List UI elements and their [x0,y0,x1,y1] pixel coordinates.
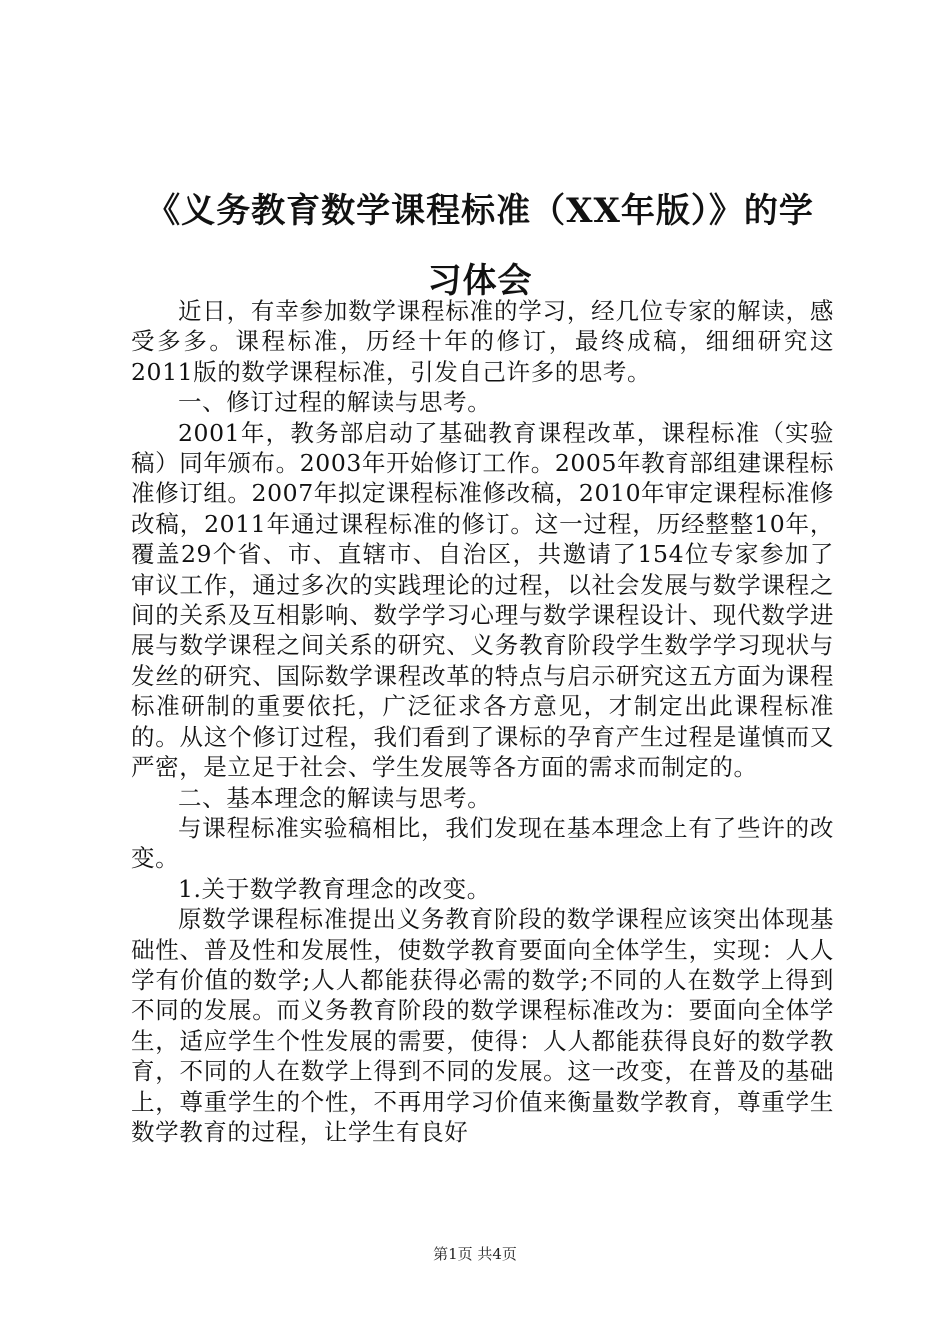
section-heading: 一、修订过程的解读与思考。 [178,388,492,417]
section-heading: 二、基本理念的解读与思考。 [178,783,492,812]
subsection-heading: 1.关于数学教育理念的改变。 [178,874,491,903]
document-title-line-1: 《义务教育数学课程标准（XX年版）》的学 [146,191,814,231]
body-paragraph: 近日，有幸参加数学课程标准的学习，经几位专家的解读，感受多多。课程标准，历经十年的修订，最终成稿，细细研究这2011版的数学课程标准，引发自己许多的思考。 [131,297,834,386]
body-paragraph: 原数学课程标准提出义务教育阶段的数学课程应该突出体现基础性、普及性和发展性，使数学教育要面向全体学生，实现：人人学有价值的数学;人人都能获得必需的数学;不同的人在数学上得到不同的发展。而义务教育阶段的数学课程标准改为：要面向全体学生，适应学生个性发展的需要，使得：人人都能获得良好的数学教育，不同的人在数学上得到不同的发展。这一改变，在普及的基础上，尊重学生的个性，不再用学习价值来衡量数学教育，尊重学生数学教育的过程，让学生有良好 [131,905,834,1146]
document-title [130,176,830,316]
body-paragraph: 2001年，教务部启动了基础教育课程改革，课程标准（实验稿）同年颁布。2003年开始修订工作。2005年教育部组建课程标准修订组。2007年拟定课程标准修改稿，2010年审定课程标准修改稿，2011年通过课程标准的修订。这一过程，历经整整10年，覆盖29个省、市、直辖市、自治区，共邀请了154位专家参加了审议工作，通过多次的实践理论的过程，以社会发展与数学课程之间的关系及互相影响、数学学习心理与数学课程设计、现代数学进展与数学课程之间关系的研究、义务教育阶段学生数学学习现状与发丝的研究、国际数学课程改革的特点与启示研究这五方面为课程标准研制的重要依托，广泛征求各方意见，才制定出此课程标准的。从这个修订过程，我们看到了课标的孕育产生过程是谨慎而又严密，是立足于社会、学生发展等各方面的需求而制定的。 [131,418,834,782]
body-paragraph: 与课程标准实验稿相比，我们发现在基本理念上有了些许的改变。 [131,813,834,873]
page-number-footer: 第1页 共4页 [433,1245,517,1263]
document-title-line-2: 习体会 [427,261,533,301]
document-body [131,296,834,1147]
